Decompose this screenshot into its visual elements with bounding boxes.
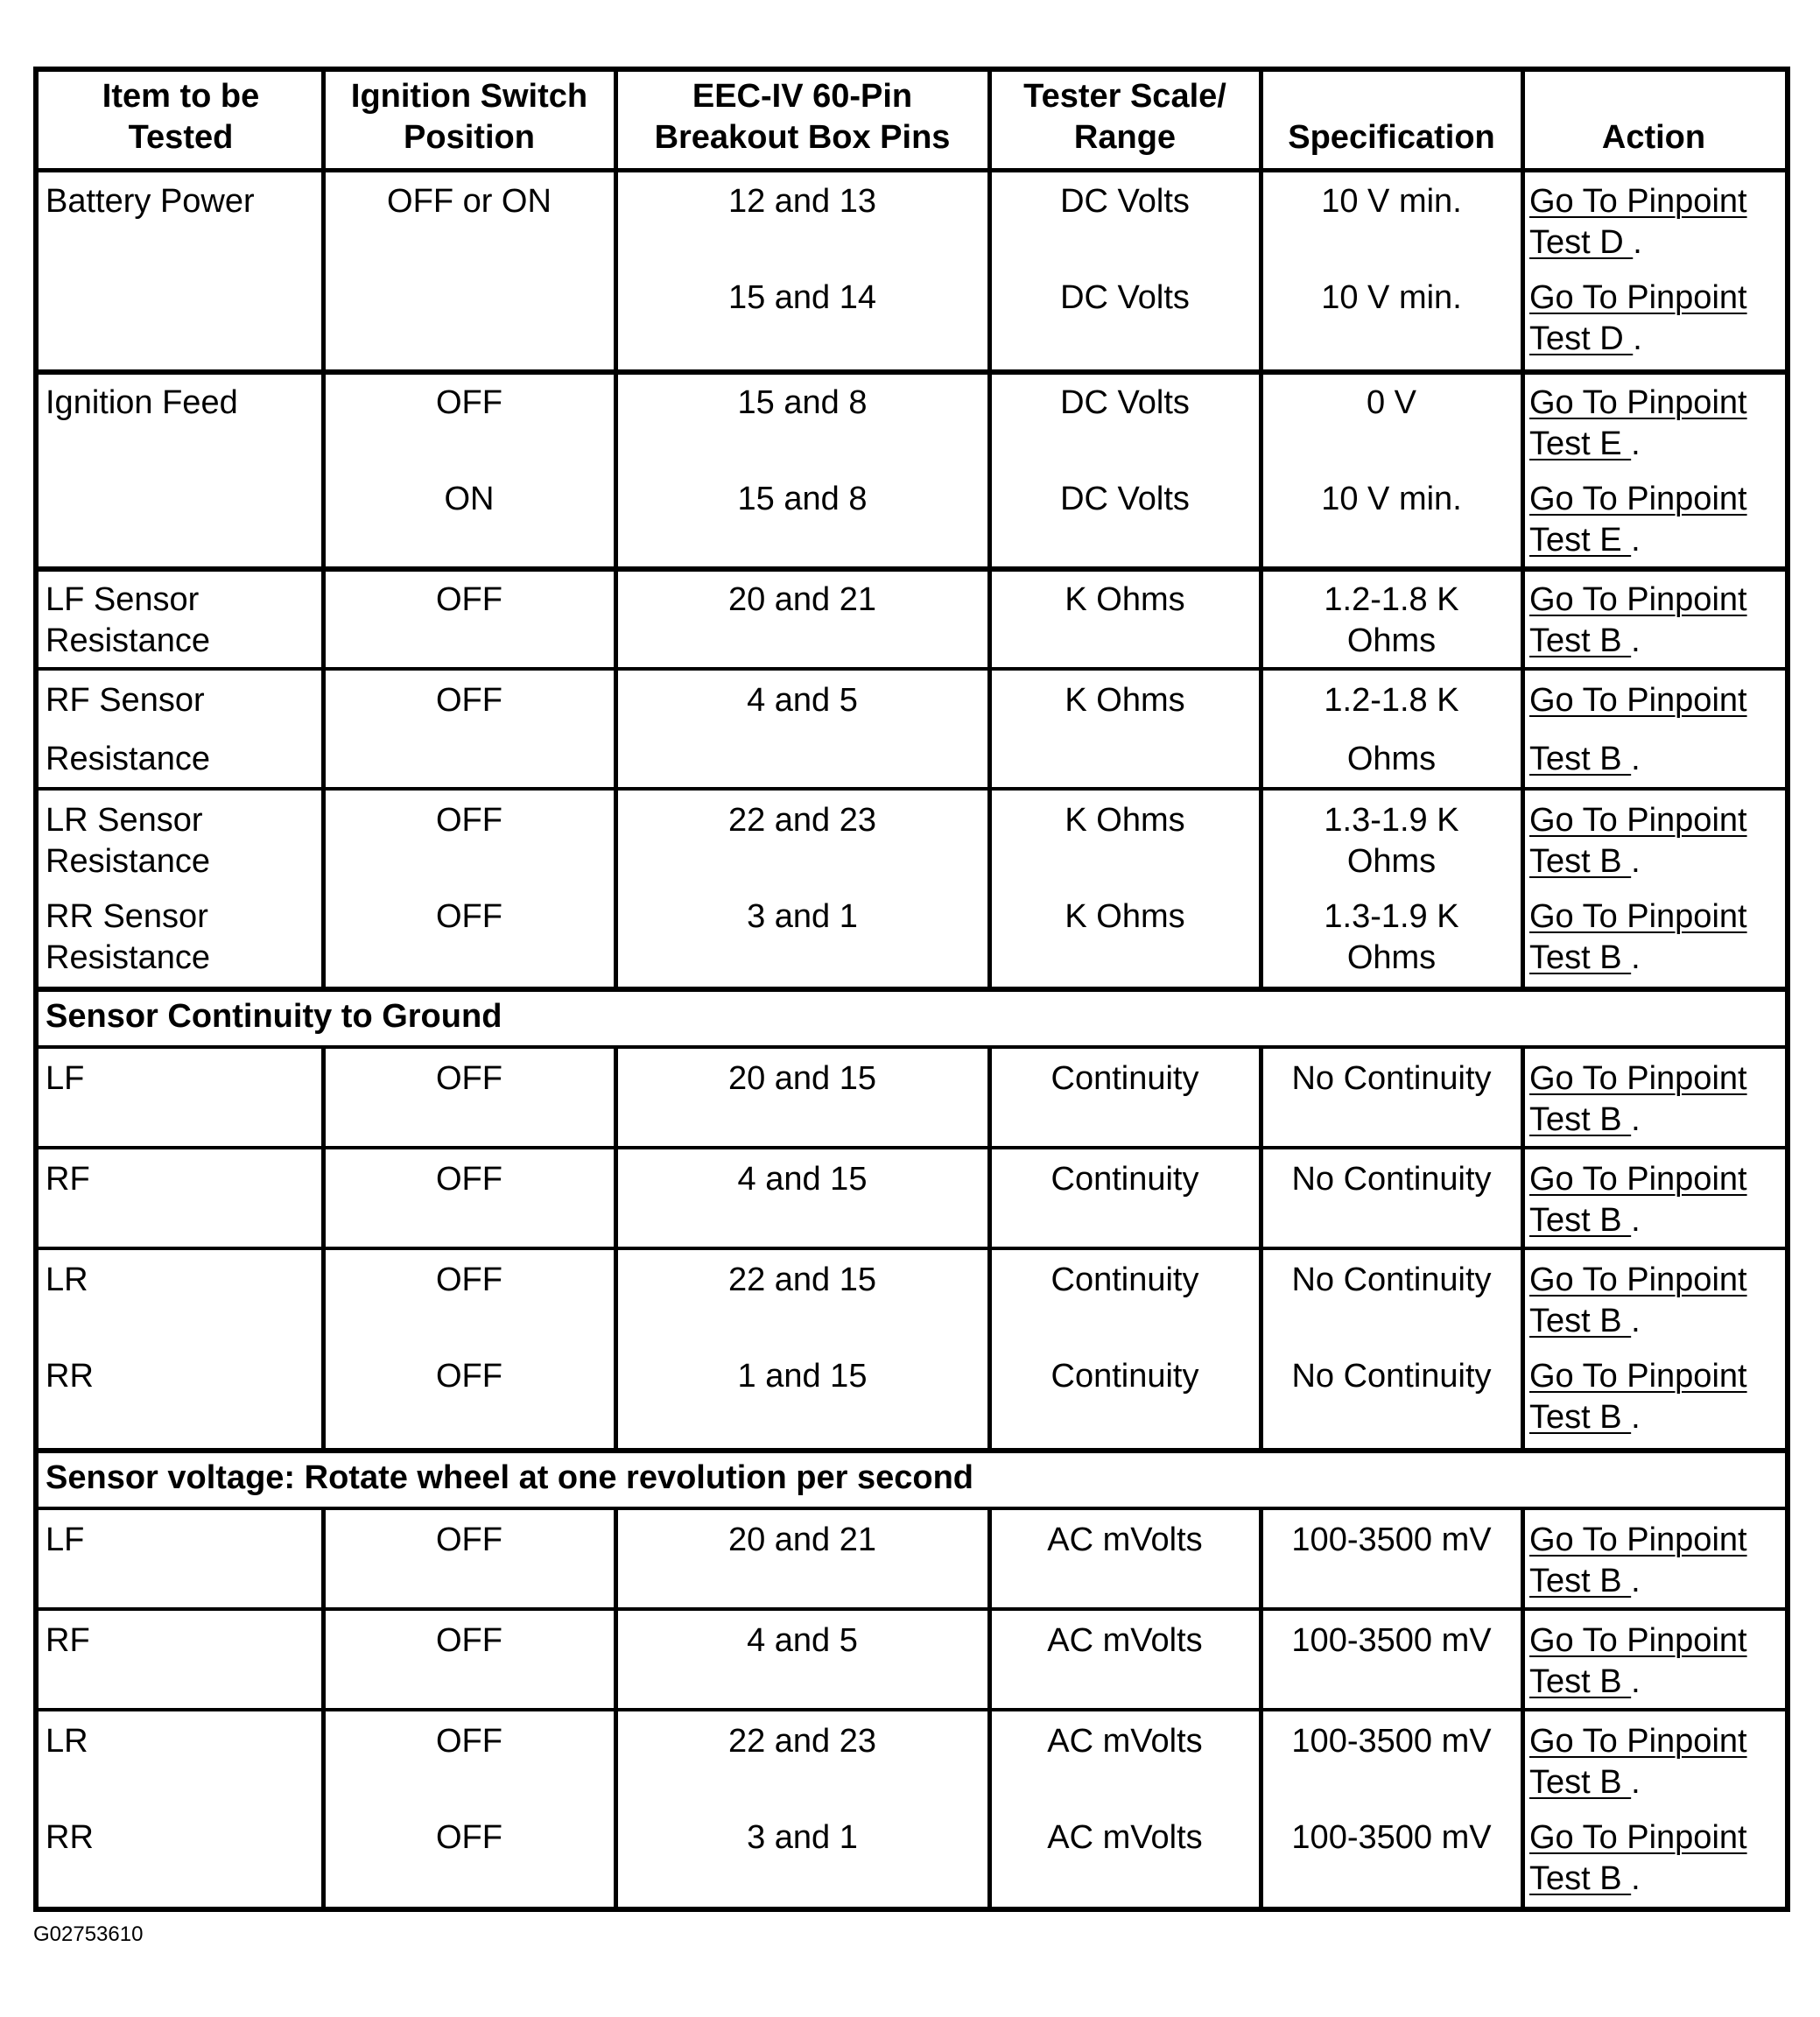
pinpoint-test-link[interactable] [1529,1058,1747,1141]
scale-cell: AC mVolts [1047,1522,1203,1558]
specification-cell [1262,800,1521,882]
ignition-cell: OFF [436,1262,502,1298]
scale-cell: AC mVolts [1047,1819,1203,1856]
specification-line: 100-3500 mV [1291,1522,1492,1558]
specification-line: No Continuity [1291,1358,1492,1395]
column-header-pins-line: Breakout Box Pins [654,119,951,156]
specification-line: Ohms [1346,741,1437,777]
pinpoint-test-name[interactable]: Test B [1529,1303,1632,1339]
period: . [1633,320,1642,357]
scale-cell: AC mVolts [1047,1622,1203,1659]
item-line: RR [46,1358,94,1395]
pinpoint-link-line1[interactable]: Go To Pinpoint [1529,1262,1747,1298]
pinpoint-test-name[interactable]: Test B [1529,843,1632,880]
item-line: LF [46,1060,85,1097]
item-line: LR [46,1262,88,1298]
ignition-cell: OFF [436,1060,502,1097]
period: . [1631,1860,1641,1897]
column-header-action [1526,117,1781,158]
pinpoint-link-line1[interactable]: Go To Pinpoint [1529,682,1747,719]
item-line: RF Sensor [46,682,205,719]
item-cell [46,896,210,979]
period: . [1631,1303,1641,1339]
column-header-item [42,76,320,158]
pinpoint-test-name[interactable]: Test D [1529,320,1634,357]
item-line: LR Sensor [46,802,203,839]
column-divider [321,1507,326,1908]
specification-line: No Continuity [1291,1060,1492,1097]
pinpoint-test-link[interactable] [1529,1520,1747,1602]
specification-cell [1262,1520,1521,1561]
ignition-cell: OFF or ON [387,183,552,220]
specification-line: 10 V min. [1321,279,1462,316]
item-cell [46,383,238,424]
pinpoint-link-line2[interactable] [1529,1397,1747,1438]
scale-cell: K Ohms [1065,802,1185,839]
scale-cell: Continuity [1051,1161,1199,1198]
pins-cell: 4 and 15 [737,1161,868,1198]
specification-cell [1262,383,1521,424]
item-line: Resistance [46,939,210,976]
specification-cell [1262,1058,1521,1100]
pinpoint-test-link[interactable] [1529,1159,1747,1241]
column-divider [321,72,326,987]
period: . [1631,622,1641,659]
ignition-cell: OFF [436,384,502,421]
pinpoint-test-name[interactable]: Test B [1529,1764,1632,1801]
specification-line: 1.2-1.8 K [1324,682,1459,719]
item-line: LR [46,1723,88,1760]
item-cell [46,680,210,780]
pins-cell: 22 and 23 [727,1723,877,1760]
ignition-cell: OFF [436,1522,502,1558]
item-line: LF Sensor [46,581,200,618]
pinpoint-link-line2[interactable] [1529,1200,1747,1241]
pinpoint-test-name[interactable]: Test B [1529,1860,1632,1897]
specification-cell [1262,181,1521,222]
specification-cell [1262,1260,1521,1301]
period: . [1631,522,1641,559]
ignition-cell: OFF [436,1622,502,1659]
pinpoint-test-link[interactable] [1529,383,1747,465]
pinpoint-link-line2[interactable] [1529,1301,1747,1342]
pinpoint-test-link[interactable] [1529,278,1747,360]
pins-cell: 15 and 8 [737,481,868,517]
ignition-cell: OFF [436,1358,502,1395]
pinpoint-link-line1[interactable]: Go To Pinpoint [1529,481,1747,517]
column-divider [987,1507,992,1908]
specification-line: 1.2-1.8 K [1324,581,1459,618]
column-header-item-line: Item to be [102,78,260,115]
period: . [1631,939,1641,976]
specification-cell [1262,896,1521,979]
pinpoint-test-link[interactable] [1529,1260,1747,1342]
column-divider [987,72,992,987]
pins-cell: 22 and 15 [727,1262,877,1298]
pinpoint-test-name[interactable]: Test B [1529,939,1632,976]
specification-cell [1262,580,1521,662]
item-cell [46,181,255,222]
column-header-ignition [327,76,612,158]
specification-line: 1.3-1.9 K [1324,802,1459,839]
period: . [1631,1563,1641,1599]
pinpoint-link-line2[interactable] [1529,1762,1747,1803]
pinpoint-link-line1[interactable]: Go To Pinpoint [1529,1161,1747,1198]
scale-cell: K Ohms [1065,898,1185,935]
pins-cell: 20 and 21 [727,581,877,618]
pinpoint-link-line1[interactable]: Go To Pinpoint [1529,1522,1747,1558]
row-divider [39,987,1785,992]
specification-line: 100-3500 mV [1291,1622,1492,1659]
scale-cell: DC Volts [1060,384,1190,421]
specification-line: 100-3500 mV [1291,1819,1492,1856]
period: . [1631,1663,1641,1700]
specification-cell [1262,680,1521,780]
pinpoint-link-line2[interactable] [1529,1662,1747,1703]
scale-cell: Continuity [1051,1060,1199,1097]
pinpoint-test-link[interactable] [1529,181,1747,264]
ignition-cell: OFF [436,1723,502,1760]
pins-cell: 3 and 1 [747,898,858,935]
pinpoint-link-line1[interactable]: Go To Pinpoint [1529,183,1747,220]
pins-cell: 20 and 21 [727,1522,877,1558]
specification-cell [1262,1817,1521,1859]
specification-cell [1262,1356,1521,1397]
pinpoint-test-link[interactable] [1529,1356,1747,1438]
pins-cell: 4 and 5 [747,682,858,719]
specification-line: No Continuity [1291,1262,1492,1298]
test-specification-table [33,67,1790,1912]
section-heading: Sensor voltage: Rotate wheel at one revolution per second [46,1459,973,1496]
column-divider [614,1045,618,1448]
pins-cell: 22 and 23 [727,802,877,839]
pinpoint-test-name[interactable]: Test B [1529,1101,1632,1138]
pinpoint-link-line2[interactable] [1529,841,1747,882]
item-line: RR Sensor [46,898,208,935]
pinpoint-test-name[interactable]: Test B [1529,1202,1632,1239]
column-header-pins [619,76,986,158]
ignition-cell: OFF [436,1161,502,1198]
pinpoint-link-line1[interactable]: Go To Pinpoint [1529,581,1747,618]
item-line: Battery Power [46,183,255,220]
specification-line: Ohms [1346,622,1437,659]
ignition-cell: OFF [436,682,502,719]
pinpoint-test-name[interactable]: Test B [1529,741,1632,777]
column-header-spec-line: Specification [1288,119,1495,156]
pins-cell: 3 and 1 [747,1819,858,1856]
specification-cell [1262,1721,1521,1762]
pinpoint-link-line1[interactable]: Go To Pinpoint [1529,384,1747,421]
pinpoint-test-link[interactable] [1529,580,1747,662]
item-cell [46,1520,84,1561]
column-header-ignition-line: Position [404,119,535,156]
pins-cell: 15 and 8 [737,384,868,421]
column-divider [987,1045,992,1448]
ignition-cell: OFF [436,802,502,839]
column-divider [321,1045,326,1448]
pinpoint-test-name[interactable]: Test E [1529,425,1632,462]
item-line: Ignition Feed [46,384,238,421]
pinpoint-test-link[interactable] [1529,800,1747,882]
column-header-action-line: Action [1601,119,1706,156]
pinpoint-test-link[interactable] [1529,1620,1747,1703]
column-divider [614,72,618,987]
scale-cell: DC Volts [1060,481,1190,517]
pinpoint-test-name[interactable]: Test D [1529,224,1634,261]
ignition-cell: OFF [436,1819,502,1856]
pinpoint-link-line1[interactable]: Go To Pinpoint [1529,1723,1747,1760]
scale-cell: AC mVolts [1047,1723,1203,1760]
pinpoint-link-line2[interactable] [1529,424,1747,465]
item-line: RF [46,1622,90,1659]
period: . [1631,425,1641,462]
specification-line: 1.3-1.9 K [1324,898,1459,935]
pins-cell: 20 and 15 [727,1060,877,1097]
pinpoint-test-link[interactable] [1529,1721,1747,1803]
column-header-pins-line: EEC-IV 60-Pin [692,78,913,115]
pinpoint-link-line1[interactable]: Go To Pinpoint [1529,1819,1747,1856]
period: . [1631,1101,1641,1138]
item-cell [46,1817,94,1859]
pinpoint-link-line2[interactable] [1529,520,1747,561]
ignition-cell: OFF [436,581,502,618]
item-cell [46,1356,94,1397]
pinpoint-link-line2[interactable] [1529,1859,1747,1900]
pinpoint-test-name[interactable]: Test B [1529,1399,1632,1436]
pinpoint-link-line1[interactable]: Go To Pinpoint [1529,802,1747,839]
section-heading: Sensor Continuity to Ground [46,998,502,1035]
item-line: Resistance [46,843,210,880]
column-divider [614,1507,618,1908]
column-divider [1521,72,1525,987]
item-cell [46,1620,90,1662]
column-header-spec [1264,117,1519,158]
pinpoint-link-line2[interactable] [1529,222,1747,264]
item-line: Resistance [46,741,210,777]
item-cell [46,1159,90,1200]
scale-cell: Continuity [1051,1358,1199,1395]
item-line: LF [46,1522,85,1558]
period: . [1631,1399,1641,1436]
specification-line: 0 V [1366,384,1417,421]
pinpoint-test-name[interactable]: Test B [1529,1663,1632,1700]
period: . [1633,224,1642,261]
item-cell [46,800,210,882]
column-divider [1521,1045,1525,1448]
pinpoint-test-name[interactable]: Test B [1529,622,1632,659]
column-divider [1521,1507,1525,1908]
specification-cell [1262,278,1521,319]
specification-line: Ohms [1346,843,1437,880]
pinpoint-test-link[interactable] [1529,1817,1747,1900]
pins-cell: 1 and 15 [737,1358,868,1395]
figure-id: G02753610 [33,1922,144,1946]
period: . [1631,741,1641,777]
column-header-scale-line: Range [1073,119,1177,156]
column-header-ignition-line: Ignition Switch [350,78,588,115]
pinpoint-test-link[interactable] [1529,479,1747,561]
scale-cell: Continuity [1051,1262,1199,1298]
specification-line: No Continuity [1291,1161,1492,1198]
pinpoint-link-line1[interactable]: Go To Pinpoint [1529,898,1747,935]
item-cell [46,580,210,662]
item-cell [46,1721,88,1762]
specification-cell [1262,1159,1521,1200]
scale-cell: DC Volts [1060,279,1190,316]
period: . [1631,1764,1641,1801]
pinpoint-link-line1[interactable]: Go To Pinpoint [1529,1060,1747,1097]
column-header-item-line: Tested [128,119,234,156]
column-header-scale [993,76,1257,158]
pins-cell: 15 and 14 [727,279,877,316]
pinpoint-test-link[interactable] [1529,680,1747,780]
scale-cell: K Ohms [1065,581,1185,618]
pinpoint-link-line2[interactable] [1529,621,1747,662]
specification-line: 10 V min. [1321,481,1462,517]
pins-cell: 12 and 13 [727,183,877,220]
pinpoint-link-line1[interactable]: Go To Pinpoint [1529,1358,1747,1395]
pinpoint-link-line2[interactable] [1529,739,1747,780]
pinpoint-link-line2[interactable] [1529,1100,1747,1141]
specification-cell [1262,1620,1521,1662]
pinpoint-test-name[interactable]: Test B [1529,1563,1632,1599]
item-line: RF [46,1161,90,1198]
ignition-cell: ON [444,481,495,517]
item-line: RR [46,1819,94,1856]
item-cell [46,1058,84,1100]
specification-line: Ohms [1346,939,1437,976]
pinpoint-test-link[interactable] [1529,896,1747,979]
specification-line: 10 V min. [1321,183,1462,220]
pinpoint-link-line1[interactable]: Go To Pinpoint [1529,1622,1747,1659]
row-divider [39,1448,1785,1453]
pinpoint-link-line1[interactable]: Go To Pinpoint [1529,279,1747,316]
period: . [1631,1202,1641,1239]
pinpoint-link-line2[interactable] [1529,319,1747,360]
pins-cell: 4 and 5 [747,1622,858,1659]
item-cell [46,1260,88,1301]
scale-cell: K Ohms [1065,682,1185,719]
specification-line: 100-3500 mV [1291,1723,1492,1760]
column-header-scale-line: Tester Scale/ [1023,78,1226,115]
pinpoint-test-name[interactable]: Test E [1529,522,1632,559]
pinpoint-link-line2[interactable] [1529,938,1747,979]
specification-cell [1262,479,1521,520]
item-line: Resistance [46,622,210,659]
period: . [1631,843,1641,880]
ignition-cell: OFF [436,898,502,935]
pinpoint-link-line2[interactable] [1529,1561,1747,1602]
scale-cell: DC Volts [1060,183,1190,220]
